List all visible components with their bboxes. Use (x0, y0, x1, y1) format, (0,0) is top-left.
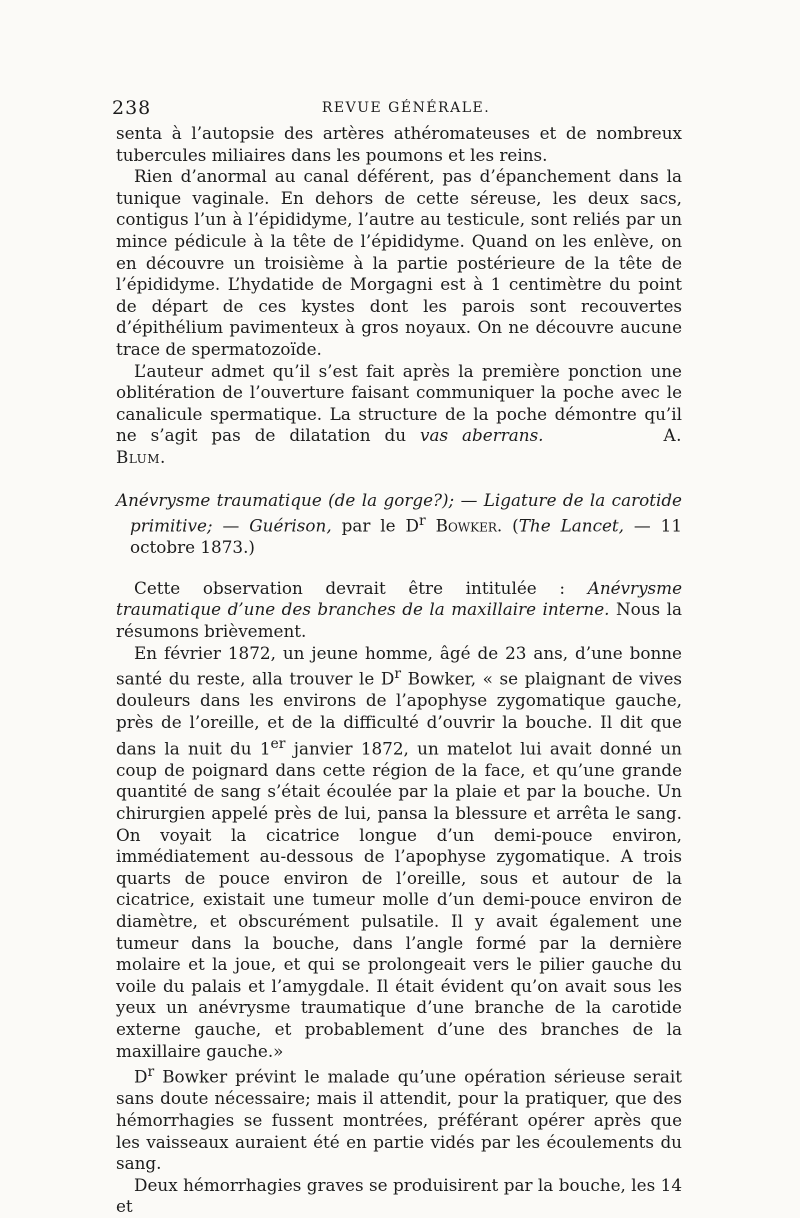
intro-start: Cette observation devrait être intitulée : (134, 577, 566, 598)
paragraph-operation-plan (116, 1062, 682, 1175)
title-journal: The Lancet, (518, 515, 624, 536)
paragraph-observation-intro (116, 578, 682, 643)
case-sup-2: er (270, 735, 286, 752)
paragraph-hemorrhages: Deux hémorrhagies graves se produisirent par la bouche, les 14 et (116, 1174, 682, 1217)
body-text (116, 123, 682, 1218)
paragraph-continued: senta à l’autopsie des artères athéromateuses et de nombreux tubercules miliaires dans les poumons et les reins. (116, 123, 682, 165)
plan-text-a: D (134, 1066, 148, 1087)
title-dash-1: — (454, 489, 484, 510)
intro-italic-title: Anévrysme traumatique d’une des branches de la maxillaire interne. (116, 577, 683, 620)
title-author: Bowker. (425, 515, 503, 536)
paragraph-conclusion (116, 361, 682, 469)
page-header (112, 97, 680, 121)
author-signature: A. Blum. (116, 425, 682, 467)
intro-end: Nous la résumons brièvement. (116, 599, 683, 642)
title-by-sup: r (419, 513, 426, 530)
conclusion-text: L’auteur admet qu’il s’est fait après la première ponction une oblitération de l’ouverture faisant communiquer la poche avec le canalicule spermatique. La structure de la poche démontre qu’il ne s’agit pas de dilatation du (116, 360, 682, 446)
title-guerison: Guérison, (249, 515, 332, 536)
case-text-c: janvier 1872, un matelot lui avait donné un coup de poignard dans cette région de la face, et qu’une grande quantité de sang s’était écoulée par la plaie et par la bouche. Un chirurgien appelé près de lui, pansa la blessure et arrêta le sang. On voyait la cicatrice longue d’un demi-pouce environ, immédiatement au-dessous de l’apophyse zygomatique. A trois quarts de pouce environ de l’oreille, sous et autour de la cicatrice, existait une tumeur molle d’un demi-pouce environ de diamètre, et obscurément pulsatile. Il y avait également une tumeur dans la bouche, dans l’angle formé par la dernière molaire et la joue, et qui se prolongeait vers le pilier gauche du voile du palais et l’amygdale. Il était évident qu’on avait sous les yeux un anévrysme traumatique d’une branche de la carotide externe gauche, et probablement d’une des branches de la maxillaire gauche.» (116, 738, 682, 1061)
title-dash-2: — (212, 515, 250, 536)
title-by: par le D (331, 515, 419, 536)
case-text-a: En février 1872, un jeune homme, âgé de 23 ans, d’une bonne santé du reste, alla trouver le D (116, 642, 682, 689)
vas-aberrans-italic: vas aberrans. (420, 425, 544, 446)
plan-sup: r (147, 1064, 155, 1081)
title-ligature: Ligature de la carotide primitive; (130, 489, 682, 536)
page-number: 238 (112, 97, 152, 119)
paragraph-case-history (116, 643, 682, 1062)
title-anevrysme: Anévrysme traumatique (de la gorge?); (116, 489, 455, 510)
plan-text-b: Bowker prévint le malade qu’une opération sérieuse serait sans doute nécessaire; mais il attendit, pour la pratiquer, que des hémorrhagies se fussent montrées, préférant opérer après que les vaisseaux auraient été en partie vidés par les écoulements du sang. (116, 1066, 682, 1174)
article-entry-title (116, 490, 682, 559)
case-sup-1: r (394, 666, 402, 683)
running-title: REVUE GÉNÉRALE. (321, 100, 491, 116)
title-date: — 11 octobre 1873.) (130, 515, 683, 558)
paragraph-anatomy: Rien d’anormal au canal déférent, pas d’épanchement dans la tunique vaginale. En dehors de cette séreuse, les deux sacs, contigus l’un à l’épididyme, l’autre au testicule, sont reliés par un mince pédicule à la tête de l’épididyme. Quand on les enlève, on en découvre un troisième à la partie postérieure de la tête de l’épididyme. L’hydatide de Morgagni est à 1 centimètre du point de départ de ces kystes dont les parois sont recouvertes d’épithélium pavimenteux à gros noyaux. On ne découvre aucune trace de spermatozoïde. (116, 166, 682, 359)
title-source-open: ( (502, 515, 519, 536)
case-text-b: Bowker, « se plaignant de vives douleurs dans les environs de l’apophyse zygomatique gauche, près de l’oreille, et de la difficulté d’ouvrir la bouche. Il dit que dans la nuit du 1 (116, 668, 682, 759)
